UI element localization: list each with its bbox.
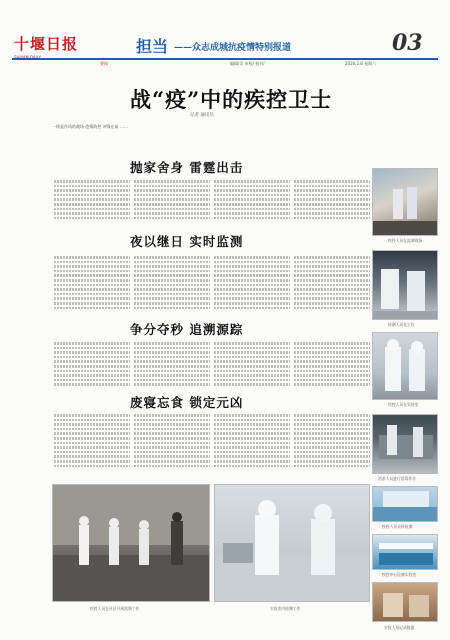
photo-right-7 [372,582,438,622]
section-title-2: 夜以继日 实时监测 [130,234,244,249]
page-number: 03 [392,30,423,56]
photo-art [373,333,438,400]
body-col [214,342,290,390]
headline: 战“疫”中的疾控卫士 [130,87,333,112]
body-col [134,342,210,390]
photo-right-3 [372,332,438,400]
body-col [54,414,130,474]
photo-art [373,415,438,474]
photo-art [373,535,438,570]
masthead-logo: 十堰日报 [14,35,79,53]
photo-art [373,487,438,522]
photo-right-2 [372,250,438,320]
header-left: 要闻 [100,61,108,66]
photo-caption-5: 疾控人员采样检测 [382,524,413,529]
photo-caption-9: 实验室内检测工作 [270,606,301,611]
body-col [294,414,370,474]
masthead [14,33,84,57]
body-col [54,180,130,224]
body-col [134,180,210,224]
photo-art [373,583,438,622]
photo-caption-3: 疾控人员在实验室 [388,402,419,407]
byline: 记者 通讯员 [190,113,214,118]
section-title-3: 争分夺秒 追溯源踪 [130,322,244,337]
body-col [134,414,210,474]
banner-title: 担当 [136,37,169,56]
photo-caption-7: 实验人员记录数据 [384,625,415,630]
photo-art [215,485,370,602]
photo-caption-6: 疾控中心检测实验室 [382,572,417,577]
photo-right-6 [372,534,438,570]
photo-caption-8: 疾控人员在社区开展流调工作 [90,606,140,611]
photo-bottom-left [52,484,210,602]
section-title-1: 抛家舍身 雷霆出击 [130,160,244,175]
body-col [214,180,290,224]
photo-caption-4: 消杀人员进行消毒作业 [378,476,416,481]
photo-art [373,251,438,320]
photo-caption-1: 疾控人员在流调现场 [388,238,423,243]
photo-right-4 [372,414,438,474]
body-col [134,256,210,316]
body-col [294,342,370,390]
header-date: 2020.2.8 星期六 [345,61,377,66]
body-col [294,256,370,316]
header-info: 编辑/吴 审校/ 校对/ [230,61,265,66]
photo-caption-2: 检测人员在工作 [388,322,415,327]
photo-right-5 [372,486,438,522]
body-col [54,342,130,390]
banner-subtitle: ——众志成城抗疫情特别报道 [174,43,292,53]
body-col [294,180,370,224]
body-col [214,256,290,316]
body-col [214,414,290,474]
top-rule [12,58,438,60]
photo-bottom-right [214,484,370,602]
editor-note: 一线是作风的战场 疫情防控 冲锋在前 …… [52,124,128,129]
section-title-4: 废寝忘食 锁定元凶 [130,395,244,410]
photo-art [373,169,438,236]
body-col [54,256,130,316]
photo-right-1 [372,168,438,236]
photo-art [53,485,210,602]
